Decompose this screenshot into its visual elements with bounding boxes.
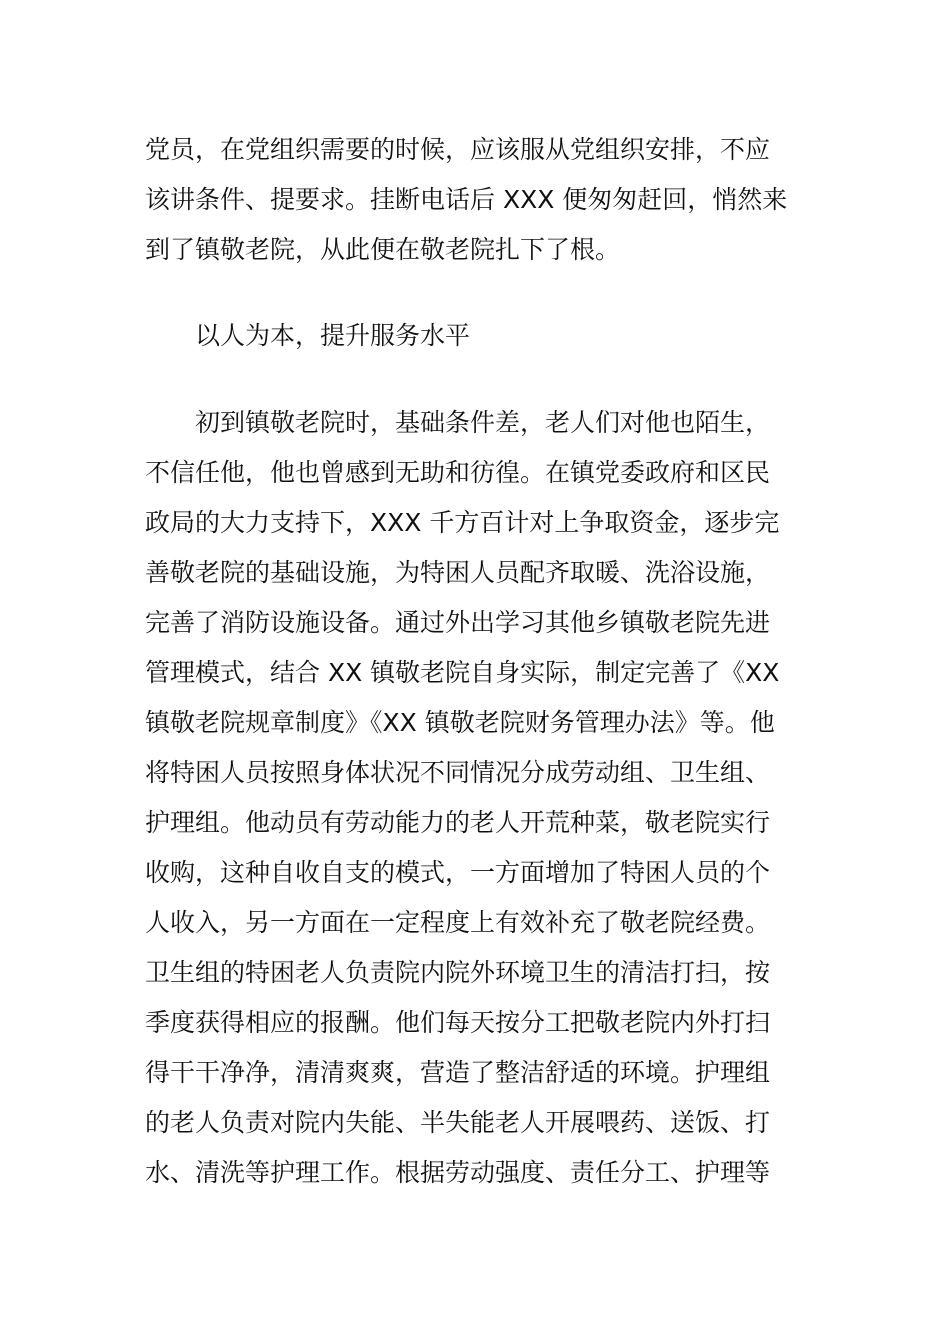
paragraph-line: 镇敬老院规章制度》《XX 镇敬老院财务管理办法》等。他 xyxy=(145,708,775,737)
paragraph-line: 善敬老院的基础设施，为特困人员配齐取暖、洗浴设施， xyxy=(145,558,771,587)
paragraph-line: 管理模式，结合 XX 镇敬老院自身实际，制定完善了《XX xyxy=(145,658,780,687)
paragraph-line: 初到镇敬老院时，基础条件差，老人们对他也陌生， xyxy=(195,408,771,437)
paragraph-line: 人收入，另一方面在一定程度上有效补充了敬老院经费。 xyxy=(145,908,771,937)
paragraph-line: 水、清洗等护理工作。根据劳动强度、责任分工、护理等 xyxy=(145,1158,771,1187)
paragraph-line: 季度获得相应的报酬。他们每天按分工把敬老院内外打扫 xyxy=(145,1008,771,1037)
paragraph-line: 不信任他，他也曾感到无助和彷徨。在镇党委政府和区民 xyxy=(145,458,771,487)
paragraph-line: 护理组。他动员有劳动能力的老人开荒种菜，敬老院实行 xyxy=(145,808,771,837)
paragraph-line: 政局的大力支持下，XXX 千方百计对上争取资金，逐步完 xyxy=(145,508,780,537)
paragraph-line: 得干干净净，清清爽爽，营造了整洁舒适的环境。护理组 xyxy=(145,1058,771,1087)
paragraph-line: 收购，这种自收自支的模式，一方面增加了特困人员的个 xyxy=(145,858,771,887)
paragraph-line: 完善了消防设施设备。通过外出学习其他乡镇敬老院先进 xyxy=(145,608,771,637)
paragraph-line: 到了镇敬老院，从此便在敬老院扎下了根。 xyxy=(145,235,621,264)
section-heading: 以人为本，提升服务水平 xyxy=(195,321,471,350)
paragraph-line: 该讲条件、提要求。挂断电话后 XXX 便匆匆赶回，悄然来 xyxy=(145,185,788,214)
paragraph-line: 党员，在党组织需要的时候，应该服从党组织安排，不应 xyxy=(145,135,771,164)
paragraph-line: 的老人负责对院内失能、半失能老人开展喂药、送饭、打 xyxy=(145,1108,771,1137)
paragraph-line: 卫生组的特困老人负责院内院外环境卫生的清洁打扫，按 xyxy=(145,958,771,987)
paragraph-line: 将特困人员按照身体状况不同情况分成劳动组、卫生组、 xyxy=(145,758,771,787)
